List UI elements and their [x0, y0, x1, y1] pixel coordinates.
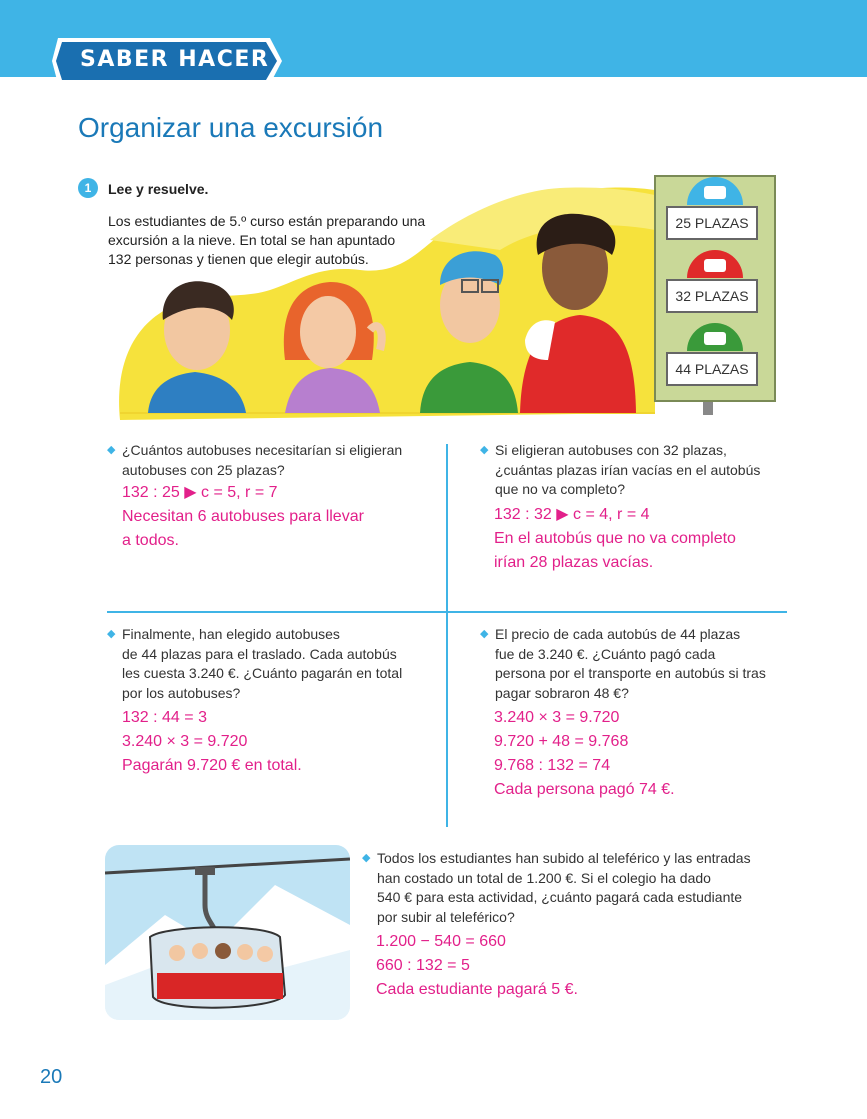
answer-line: a todos. [122, 532, 179, 549]
intro-line: Los estudiantes de 5.º curso están preparando una [108, 213, 426, 229]
question-line: Todos los estudiantes han subido al teleférico y las entradas [377, 850, 751, 866]
answer-3 [122, 706, 302, 778]
answer-line: En el autobús que no va completo [494, 530, 736, 547]
bullet-icon: ◆ [107, 628, 116, 640]
exercise-heading: Lee y resuelve. [108, 181, 209, 197]
answer-line: Cada estudiante pagará 5 €. [376, 981, 578, 998]
bullet-icon: ◆ [362, 852, 371, 864]
question-line: El precio de cada autobús de 44 plazas [495, 626, 741, 642]
question-5 [362, 849, 797, 927]
intro-line: 132 personas y tienen que elegir autobús. [108, 251, 369, 267]
question-line: han costado un total de 1.200 €. Si el colegio ha dado [377, 869, 711, 886]
page-number: 20 [40, 1066, 63, 1088]
answer-line: 660 : 132 = 5 [376, 957, 470, 974]
exercise-number: 1 [78, 178, 98, 198]
question-4 [480, 625, 795, 703]
answer-line: 1.200 − 540 = 660 [376, 933, 506, 950]
answer-line: 132 : 25 ▶ c = 5, r = 7 [122, 484, 278, 501]
section-label: SABER HACER [80, 47, 270, 72]
answer-line: 132 : 32 ▶ c = 4, r = 4 [494, 506, 650, 523]
question-line: ¿Cuántos autobuses necesitarían si eligieran [122, 442, 403, 458]
question-line: Finalmente, han elegido autobuses [122, 626, 340, 642]
divider-horizontal [107, 611, 787, 613]
bus-sign-25: 25 PLAZAS [666, 206, 758, 240]
bullet-icon: ◆ [480, 628, 489, 640]
question-2 [480, 441, 795, 500]
question-line: de 44 plazas para el traslado. Cada autobús [122, 645, 397, 662]
question-line: 540 € para esta actividad, ¿cuánto pagará cada estudiante [377, 889, 743, 905]
answer-line: 3.240 × 3 = 9.720 [122, 733, 248, 750]
intro-line: excursión a la nieve. En total se han apuntado [108, 232, 396, 248]
bullet-icon: ◆ [480, 444, 489, 456]
answer-line: Pagarán 9.720 € en total. [122, 757, 302, 774]
question-line: que no va completo? [495, 481, 625, 497]
answer-line: Necesitan 6 autobuses para llevar [122, 508, 364, 525]
answer-5 [376, 930, 578, 1002]
question-line: les cuesta 3.240 €. ¿Cuánto pagarán en total [122, 665, 403, 681]
cable-car-illustration [105, 845, 350, 1020]
question-line: autobuses con 25 plazas? [122, 461, 285, 478]
answer-2 [494, 503, 736, 575]
divider-vertical [446, 444, 448, 827]
answer-line: 9.768 : 132 = 74 [494, 757, 611, 774]
question-line: persona por el transporte en autobús si tras [495, 665, 766, 681]
answer-line: irían 28 plazas vacías. [494, 554, 654, 571]
question-line: por subir al teleférico? [377, 908, 515, 925]
answer-line: 3.240 × 3 = 9.720 [494, 709, 620, 726]
bus-sign-32: 32 PLAZAS [666, 279, 758, 313]
answer-4 [494, 706, 675, 802]
bus-sign-44: 44 PLAZAS [666, 352, 758, 386]
answer-line: Cada persona pagó 74 €. [494, 781, 675, 798]
page-title: Organizar una excursión [78, 112, 384, 143]
answer-line: 132 : 44 = 3 [122, 709, 207, 726]
question-1 [107, 441, 432, 480]
question-line: pagar sobraron 48 €? [495, 684, 629, 701]
question-3 [107, 625, 432, 703]
question-line: por los autobuses? [122, 684, 241, 701]
answer-line: 9.720 + 48 = 9.768 [494, 733, 629, 750]
question-line: fue de 3.240 €. ¿Cuánto pagó cada [495, 645, 716, 662]
question-line: Si eligieran autobuses con 32 plazas, [495, 442, 727, 458]
bullet-icon: ◆ [107, 444, 116, 456]
answer-1 [122, 481, 364, 553]
question-line: ¿cuántas plazas irían vacías en el autobús [495, 461, 761, 478]
